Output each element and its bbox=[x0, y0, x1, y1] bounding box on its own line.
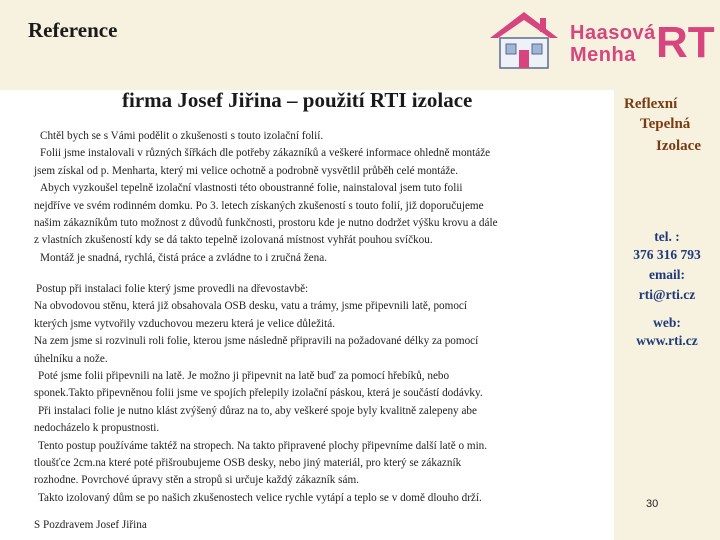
brand-reflexni: Reflexní bbox=[624, 96, 678, 112]
text-line: jsem získal od p. Menharta, který mi velice ochotně a podrobně vysvětlil průběh celé montáže. bbox=[34, 164, 459, 177]
house-icon bbox=[484, 8, 564, 74]
text-line: Při instalaci folie je nutno klást zvýšený důraz na to, aby veškeré spoje byly kvalitně zalepeny abe bbox=[38, 404, 477, 417]
page-number: 30 bbox=[646, 498, 659, 510]
text-line: Postup při instalaci folie který jsme provedli na dřevostavbě: bbox=[36, 283, 309, 295]
logo-mark: RT bbox=[656, 18, 715, 67]
email-link[interactable]: rti@rti.cz bbox=[638, 287, 696, 302]
haasova-menha-rt-logo bbox=[484, 8, 715, 74]
text-line: rozhodne. Povrchové úpravy stěn a stropů si určuje každý zákazník sám. bbox=[34, 474, 359, 487]
text-line: z vlastních zkušeností kdy se dá takto tepelně izolovaná místnost vyhřát pouhou svíčkou. bbox=[34, 234, 433, 247]
tel-number: 376 316 793 bbox=[633, 247, 701, 262]
text-line: úhelníku a nože. bbox=[34, 352, 108, 365]
brand-izolace: Izolace bbox=[656, 138, 701, 154]
text-line: našim zákazníkům tuto možnost z důvodů funkčnosti, prostoru kde je nutno dodržet výšku krovu a dále bbox=[34, 217, 498, 230]
logo-text-line1: Haasová bbox=[570, 22, 656, 44]
logo-text-line2: Menha bbox=[570, 44, 636, 66]
text-line: nedocházelo k propustnosti. bbox=[34, 422, 160, 435]
signature bbox=[34, 517, 606, 534]
reference-title: Reference bbox=[28, 18, 118, 42]
intro-paragraph bbox=[34, 128, 606, 267]
procedure-paragraph bbox=[34, 281, 606, 507]
text-line: Tento postup používáme taktéž na stropech. Na takto připravené plochy připevníme další latě o min. bbox=[38, 439, 488, 452]
text-line: Folii jsme instalovali v různých šířkách dle potřeby zákazníků a veškeré informace ohledně montáže bbox=[40, 147, 491, 160]
web-label: web: bbox=[653, 315, 681, 330]
header bbox=[0, 0, 720, 88]
text-line: Chtěl bych se s Vámi podělit o zkušenosti s touto izolační folií. bbox=[40, 130, 324, 142]
text-line: Montáž je snadná, rychlá, čistá práce a zvládne to i zručná žena. bbox=[40, 251, 328, 264]
document-title: firma Josef Jiřina – použití RTI izolace bbox=[122, 88, 473, 112]
text-line: Na zem jsme si rozvinuli roli folie, kterou jsme následně připravili na požadované délky za pomocí bbox=[34, 335, 479, 348]
signature-text: S Pozdravem Josef Jiřina bbox=[34, 519, 147, 531]
tel-label: tel. : bbox=[654, 229, 680, 244]
text-line: Takto izolovaný dům se po našich zkušenostech velice rychle vytápí a teplo se v domě dlouho drží. bbox=[38, 491, 482, 504]
email-label: email: bbox=[649, 267, 685, 282]
text-line: sponek.Takto připevněnou folii jsme ve spojích přelepily izolační páskou, která je součástí dodávky. bbox=[34, 387, 483, 400]
text-line: tloušťce 2cm.na které poté přišroubujeme OSB desky, nebo jiný materiál, pro který se zákazník bbox=[34, 457, 462, 470]
text-line: kterých jsme vytvořily vzduchovou mezeru která je velice důležitá. bbox=[34, 317, 336, 330]
text-line: Poté jsme folii připevnili na latě. Je možno ji připevnit na latě buď za pomocí hřebíků, nebo bbox=[38, 370, 450, 383]
web-link[interactable]: www.rti.cz bbox=[636, 333, 698, 348]
brand-tepelna: Tepelná bbox=[640, 116, 691, 132]
sidebar bbox=[614, 88, 720, 540]
text-line: Abych vyzkoušel tepelně izolační vlastnosti této oboustranné folie, nainstaloval jsem tuto folii bbox=[40, 182, 463, 195]
text-line: Na obvodovou stěnu, která již obsahovala OSB desku, vatu a trámy, jsme připevnili latě, pomocí bbox=[34, 300, 468, 313]
text-line: nejdříve ve svém rodinném domku. Po 3. letech získaných zkušeností s touto folií, již doporučujeme bbox=[34, 199, 484, 212]
